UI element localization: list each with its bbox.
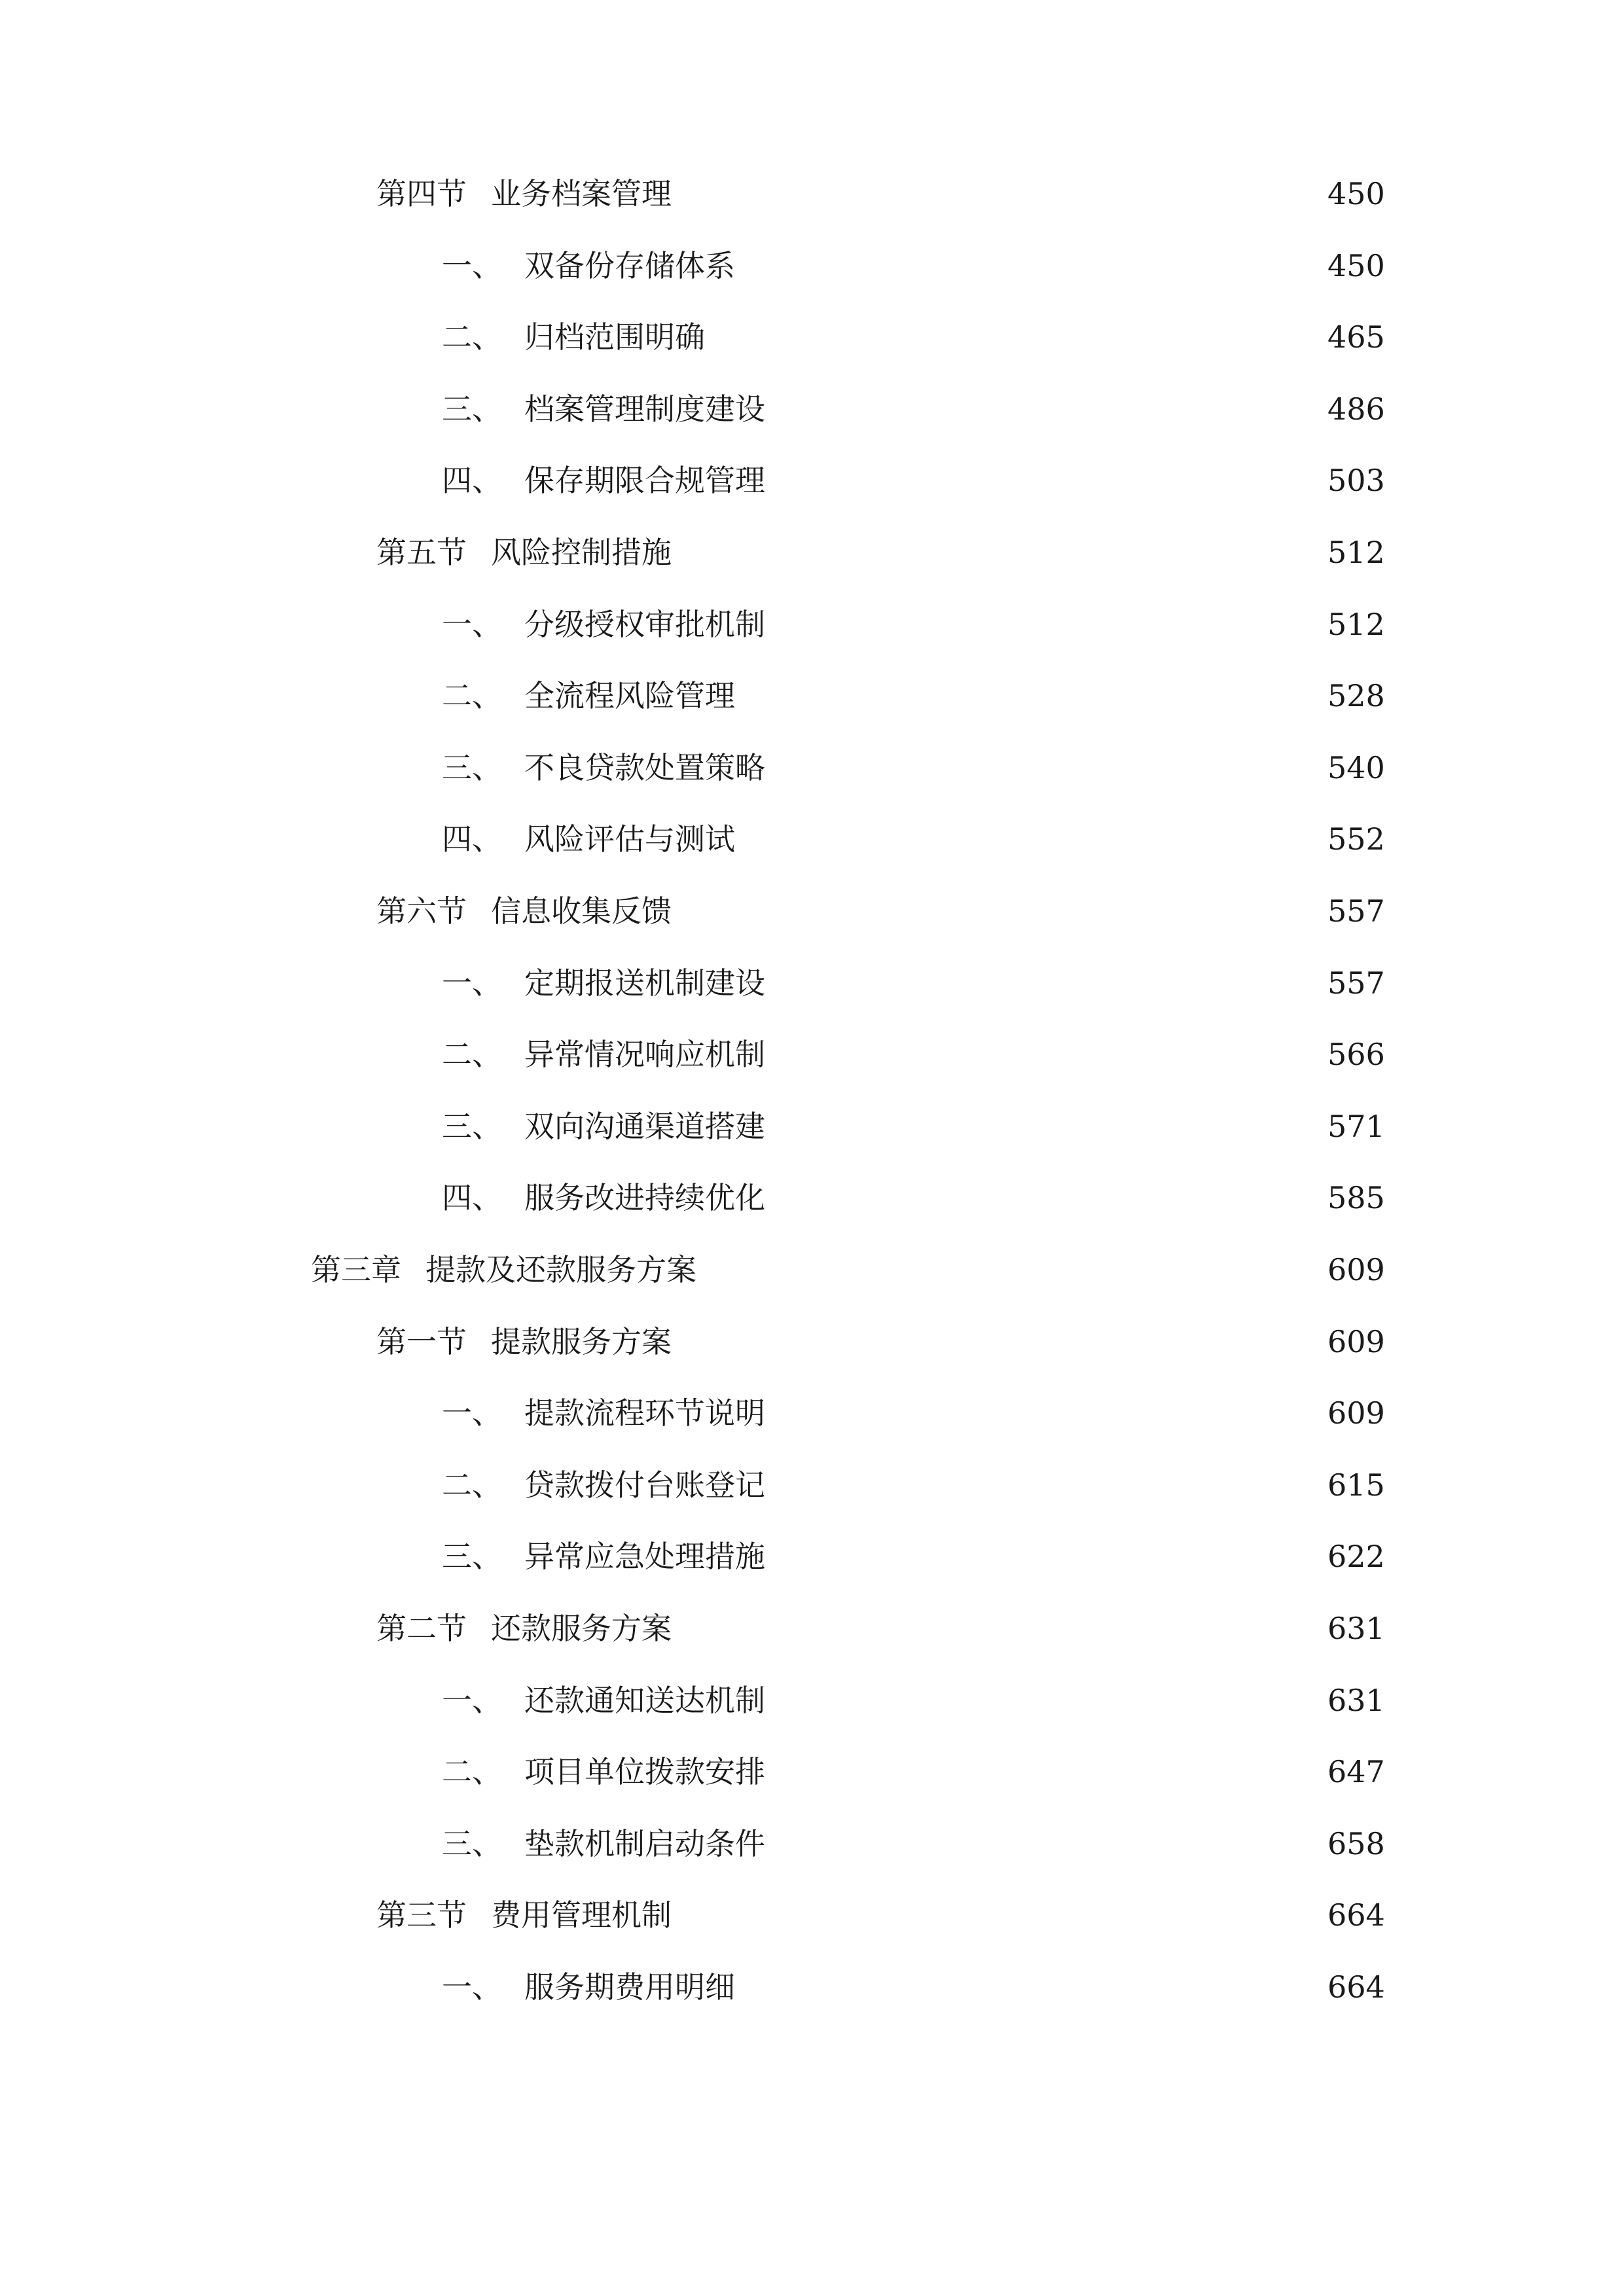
toc-entry-title: 档案管理制度建设 xyxy=(524,391,765,427)
toc-entry[interactable] xyxy=(442,813,1385,865)
toc-entry-title: 提款流程环节说明 xyxy=(524,1395,765,1431)
toc-entry-title: 垫款机制启动条件 xyxy=(524,1826,765,1861)
toc-entry-page-number: 664 xyxy=(1327,1897,1385,1933)
toc-entry-title: 提款及还款服务方案 xyxy=(425,1252,696,1287)
dot-leader xyxy=(774,1387,1321,1439)
toc-entry-page-number: 609 xyxy=(1327,1252,1385,1287)
toc-entry-page-number: 557 xyxy=(1327,893,1385,929)
toc-entry-number: 一、 xyxy=(442,607,502,642)
dot-leader xyxy=(774,598,1321,651)
toc-entry-page-number: 631 xyxy=(1327,1683,1385,1718)
toc-entry-page-number: 465 xyxy=(1327,319,1385,355)
dot-leader xyxy=(681,526,1321,579)
dot-leader xyxy=(706,1244,1321,1296)
dot-leader xyxy=(714,311,1321,363)
toc-entry-title: 全流程风险管理 xyxy=(524,678,735,713)
toc-entry-number: 二、 xyxy=(442,678,502,713)
toc-entry-title: 保存期限合规管理 xyxy=(524,463,765,498)
toc-entry-title: 业务档案管理 xyxy=(491,176,672,211)
toc-entry-title: 风险控制措施 xyxy=(491,535,672,570)
toc-entry-number: 三、 xyxy=(442,1826,502,1861)
dot-leader xyxy=(681,1889,1321,1941)
toc-entry-number: 二、 xyxy=(442,1467,502,1503)
toc-entry-page-number: 664 xyxy=(1327,1969,1385,2005)
toc-entry-page-number: 552 xyxy=(1327,821,1385,857)
toc-entry-title: 双备份存储体系 xyxy=(524,248,735,283)
toc-entry-title: 不良贷款处置策略 xyxy=(524,750,765,785)
toc-entry[interactable] xyxy=(442,670,1385,722)
toc-entry-number: 三、 xyxy=(442,1539,502,1574)
dot-leader xyxy=(774,957,1321,1009)
dot-leader xyxy=(774,1100,1321,1153)
dot-leader xyxy=(744,240,1321,292)
toc-entry[interactable] xyxy=(376,1602,1385,1655)
toc-entry-number: 一、 xyxy=(442,1969,502,2005)
toc-entry-number: 三、 xyxy=(442,391,502,427)
toc-entry[interactable] xyxy=(376,526,1385,579)
toc-entry-number: 二、 xyxy=(442,1754,502,1789)
toc-entry[interactable] xyxy=(376,885,1385,937)
toc-entry-page-number: 622 xyxy=(1327,1539,1385,1574)
dot-leader xyxy=(774,383,1321,435)
toc-entry[interactable] xyxy=(311,1244,1385,1296)
toc-entry[interactable] xyxy=(442,1961,1385,2013)
toc-entry-number: 三、 xyxy=(442,750,502,785)
toc-entry-title: 双向沟通渠道搭建 xyxy=(524,1109,765,1144)
toc-entry-title: 风险评估与测试 xyxy=(524,821,735,857)
toc-entry[interactable] xyxy=(442,1172,1385,1224)
toc-entry[interactable] xyxy=(442,1459,1385,1511)
toc-entry-page-number: 609 xyxy=(1327,1324,1385,1359)
toc-entry-title: 提款服务方案 xyxy=(491,1324,672,1359)
toc-entry[interactable] xyxy=(376,1316,1385,1368)
toc-entry-page-number: 609 xyxy=(1327,1395,1385,1431)
toc-entry-title: 还款服务方案 xyxy=(491,1611,672,1646)
toc-entry-number: 第四节 xyxy=(376,176,467,211)
toc-entry-page-number: 647 xyxy=(1327,1754,1385,1789)
toc-entry-number: 四、 xyxy=(442,1180,502,1215)
toc-entry-number: 第三章 xyxy=(311,1252,401,1287)
toc-entry-title: 分级授权审批机制 xyxy=(524,607,765,642)
toc-entry-number: 四、 xyxy=(442,821,502,857)
dot-leader xyxy=(681,1602,1321,1655)
dot-leader xyxy=(774,1746,1321,1798)
toc-entry-page-number: 528 xyxy=(1327,678,1385,713)
toc-entry-page-number: 450 xyxy=(1327,248,1385,283)
toc-entry-number: 第一节 xyxy=(376,1324,467,1359)
toc-entry[interactable] xyxy=(376,1889,1385,1941)
toc-entry-page-number: 486 xyxy=(1327,391,1385,427)
toc-entry[interactable] xyxy=(442,957,1385,1009)
toc-entry-title: 费用管理机制 xyxy=(491,1897,672,1933)
toc-entry-title: 服务期费用明细 xyxy=(524,1969,735,2005)
toc-entry-number: 第三节 xyxy=(376,1897,467,1933)
toc-entry-number: 一、 xyxy=(442,965,502,1001)
toc-entry[interactable] xyxy=(442,311,1385,363)
toc-entry[interactable] xyxy=(442,1674,1385,1727)
toc-entry-title: 信息收集反馈 xyxy=(491,893,672,929)
toc-entry-title: 项目单位拨款安排 xyxy=(524,1754,765,1789)
dot-leader xyxy=(774,1459,1321,1511)
toc-entry-page-number: 450 xyxy=(1327,176,1385,211)
toc-entry-number: 第六节 xyxy=(376,893,467,929)
toc-entry-page-number: 566 xyxy=(1327,1037,1385,1072)
dot-leader xyxy=(744,813,1321,865)
toc-entry-page-number: 631 xyxy=(1327,1611,1385,1646)
dot-leader xyxy=(681,1316,1321,1368)
toc-entry-page-number: 571 xyxy=(1327,1109,1385,1144)
toc-entry-page-number: 658 xyxy=(1327,1826,1385,1861)
toc-entry[interactable] xyxy=(442,240,1385,292)
toc-entry-title: 定期报送机制建设 xyxy=(524,965,765,1001)
dot-leader xyxy=(681,168,1321,220)
toc-entry[interactable] xyxy=(442,1746,1385,1798)
toc-entry-title: 异常应急处理措施 xyxy=(524,1539,765,1574)
toc-entry[interactable] xyxy=(442,1530,1385,1583)
toc-entry-number: 第五节 xyxy=(376,535,467,570)
toc-entry-title: 服务改进持续优化 xyxy=(524,1180,765,1215)
dot-leader xyxy=(774,1818,1321,1870)
toc-entry[interactable] xyxy=(442,1028,1385,1081)
toc-entry-title: 还款通知送达机制 xyxy=(524,1683,765,1718)
toc-entry-page-number: 615 xyxy=(1327,1467,1385,1503)
dot-leader xyxy=(774,742,1321,794)
toc-entry-page-number: 585 xyxy=(1327,1180,1385,1215)
toc-entry-title: 异常情况响应机制 xyxy=(524,1037,765,1072)
toc-entry-page-number: 557 xyxy=(1327,965,1385,1001)
toc-entry-number: 三、 xyxy=(442,1109,502,1144)
toc-entry[interactable] xyxy=(442,454,1385,507)
toc-entry[interactable] xyxy=(442,1818,1385,1870)
toc-entry[interactable] xyxy=(442,1100,1385,1153)
toc-entry-page-number: 540 xyxy=(1327,750,1385,785)
toc-entry-title: 归档范围明确 xyxy=(524,319,705,355)
dot-leader xyxy=(744,670,1321,722)
toc-entry-number: 第二节 xyxy=(376,1611,467,1646)
dot-leader xyxy=(774,1674,1321,1727)
toc-entry-page-number: 512 xyxy=(1327,607,1385,642)
toc-entry-number: 一、 xyxy=(442,1683,502,1718)
dot-leader xyxy=(774,454,1321,507)
toc-entry-page-number: 503 xyxy=(1327,463,1385,498)
toc-entry-title: 贷款拨付台账登记 xyxy=(524,1467,765,1503)
toc-entry[interactable] xyxy=(442,598,1385,651)
toc-entry[interactable] xyxy=(442,1387,1385,1439)
toc-entry[interactable] xyxy=(376,168,1385,220)
toc-entry-number: 一、 xyxy=(442,1395,502,1431)
toc-entry-number: 一、 xyxy=(442,248,502,283)
toc-entry-number: 二、 xyxy=(442,319,502,355)
toc-entry[interactable] xyxy=(442,742,1385,794)
dot-leader xyxy=(774,1028,1321,1081)
dot-leader xyxy=(774,1172,1321,1224)
toc-entry-number: 四、 xyxy=(442,463,502,498)
dot-leader xyxy=(681,885,1321,937)
toc-entry-number: 二、 xyxy=(442,1037,502,1072)
toc-entry-page-number: 512 xyxy=(1327,535,1385,570)
toc-entry[interactable] xyxy=(442,383,1385,435)
dot-leader xyxy=(744,1961,1321,2013)
dot-leader xyxy=(774,1530,1321,1583)
